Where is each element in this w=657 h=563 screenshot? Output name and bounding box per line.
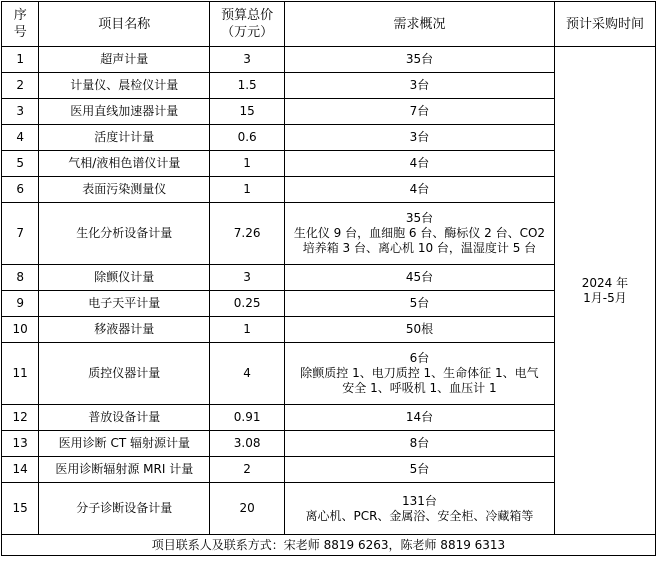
cell-need [285,483,555,535]
need-line: 3台 [409,78,430,92]
cell-seq: 8 [2,265,39,291]
cell-seq: 13 [2,431,39,457]
cell-budget: 7.26 [210,203,285,265]
cell-need [285,203,555,265]
cell-seq: 12 [2,405,39,431]
header-name: 项目名称 [39,2,210,47]
cell-seq: 9 [2,291,39,317]
time-line1: 2024 年 [581,275,629,290]
need-line: 安全 1、呼吸机 1、血压计 1 [342,381,497,395]
contact-row [2,535,656,556]
need-line: 6台 [409,351,430,365]
header-budget-line1: 预算总价 [221,8,274,23]
need-line: 4台 [409,156,430,170]
need-line: 5台 [409,462,430,476]
need-line: 离心机、PCR、金属浴、安全柜、冷藏箱等 [305,508,534,523]
cell-name: 超声计量 [39,47,210,73]
cell-need [285,125,555,151]
need-line: 35台 [405,52,434,66]
cell-seq: 11 [2,343,39,405]
cell-seq: 7 [2,203,39,265]
contact-info: 项目联系人及联系方式：宋老师 8819 6263，陈老师 8819 6313 [2,535,656,556]
cell-name: 生化分析设备计量 [39,203,210,265]
time-line2: 1月-5月 [583,290,627,305]
header-row [2,2,656,47]
cell-seq: 5 [2,151,39,177]
cell-name: 医用诊断辐射源 MRI 计量 [39,457,210,483]
cell-need [285,431,555,457]
cell-seq: 4 [2,125,39,151]
need-line: 8台 [409,436,430,450]
cell-need [285,343,555,405]
cell-budget: 15 [210,99,285,125]
cell-name: 普放设备计量 [39,405,210,431]
need-line: 14台 [405,410,434,424]
cell-budget: 2 [210,457,285,483]
cell-need [285,291,555,317]
cell-budget: 1 [210,151,285,177]
need-line: 培养箱 3 台、离心机 10 台，温湿度计 5 台 [302,241,537,255]
cell-budget: 3 [210,47,285,73]
cell-name: 计量仪、晨检仪计量 [39,73,210,99]
need-line: 除颤质控 1、电刀质控 1、生命体征 1、电气 [300,366,539,380]
cell-name: 医用直线加速器计量 [39,99,210,125]
cell-name: 移液器计量 [39,317,210,343]
procurement-table [1,1,656,556]
header-need: 需求概况 [285,2,555,47]
need-line: 35台 [405,211,434,225]
cell-seq: 1 [2,47,39,73]
cell-budget: 20 [210,483,285,535]
cell-name: 质控仪器计量 [39,343,210,405]
cell-need [285,317,555,343]
cell-need [285,177,555,203]
cell-name: 电子天平计量 [39,291,210,317]
need-line: 3台 [409,130,430,144]
need-line: 7台 [409,104,430,118]
cell-seq: 2 [2,73,39,99]
cell-budget: 3.08 [210,431,285,457]
cell-name: 表面污染测量仪 [39,177,210,203]
cell-name: 除颤仪计量 [39,265,210,291]
need-line: 45台 [405,270,434,284]
cell-seq: 14 [2,457,39,483]
need-line: 50根 [405,322,434,336]
cell-seq: 6 [2,177,39,203]
cell-need [285,99,555,125]
header-seq-line1: 序 [13,8,27,23]
cell-budget: 0.25 [210,291,285,317]
cell-budget: 4 [210,343,285,405]
cell-need [285,73,555,99]
cell-seq: 10 [2,317,39,343]
cell-budget: 0.91 [210,405,285,431]
cell-need [285,151,555,177]
cell-name: 分子诊断设备计量 [39,483,210,535]
need-line: 4台 [409,182,430,196]
cell-time [554,47,655,535]
cell-budget: 3 [210,265,285,291]
cell-need [285,47,555,73]
cell-need [285,457,555,483]
need-line: 5台 [409,296,430,310]
header-time: 预计采购时间 [554,2,655,47]
table-row [2,47,656,73]
cell-name: 医用诊断 CT 辐射源计量 [39,431,210,457]
cell-need [285,265,555,291]
header-budget [210,2,285,47]
header-seq [2,2,39,47]
cell-budget: 1 [210,317,285,343]
header-budget-line2: （万元） [221,25,274,40]
need-line: 131台 [402,493,437,508]
cell-seq: 15 [2,483,39,535]
cell-budget: 0.6 [210,125,285,151]
cell-name: 气相/液相色谱仪计量 [39,151,210,177]
cell-name: 活度计计量 [39,125,210,151]
header-seq-line2: 号 [13,25,27,40]
cell-seq: 3 [2,99,39,125]
cell-budget: 1 [210,177,285,203]
need-line: 生化仪 9 台，血细胞 6 台、酶标仪 2 台、CO2 [293,226,546,240]
cell-need [285,405,555,431]
cell-budget: 1.5 [210,73,285,99]
